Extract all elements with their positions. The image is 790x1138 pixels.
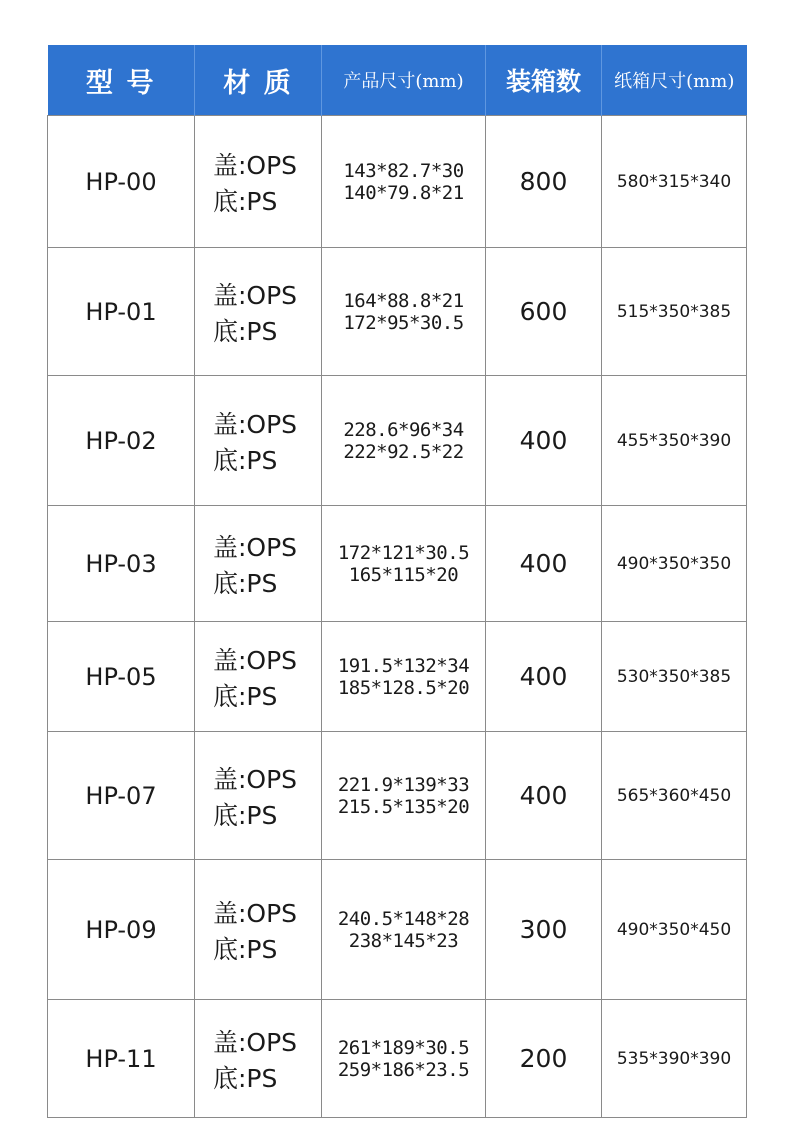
lid-size: 172*121*30.5 (337, 541, 470, 564)
lid-size: 143*82.7*30 (343, 159, 464, 182)
material-cell (195, 622, 322, 732)
table-row (48, 376, 747, 506)
base-size: 165*115*20 (348, 563, 459, 586)
lid-size: 164*88.8*21 (343, 289, 464, 312)
model-cell: HP-09 (48, 860, 195, 1000)
base-material: 底:PS (213, 445, 278, 475)
qty-cell: 600 (486, 248, 602, 376)
lid-material: 盖:OPS (213, 409, 298, 439)
lid-size: 261*189*30.5 (337, 1036, 470, 1059)
table-row (48, 1000, 747, 1118)
material-cell (195, 732, 322, 860)
base-size: 259*186*23.5 (337, 1058, 470, 1081)
base-material: 底:PS (213, 316, 278, 346)
model-cell: HP-11 (48, 1000, 195, 1118)
lid-size: 228.6*96*34 (343, 418, 464, 441)
model-cell: HP-00 (48, 116, 195, 248)
model-cell: HP-02 (48, 376, 195, 506)
model-cell: HP-05 (48, 622, 195, 732)
table-row (48, 860, 747, 1000)
table-row (48, 116, 747, 248)
qty-cell: 400 (486, 622, 602, 732)
base-size: 140*79.8*21 (343, 181, 464, 204)
material-cell (195, 248, 322, 376)
lid-material: 盖:OPS (213, 764, 298, 794)
lid-material: 盖:OPS (213, 532, 298, 562)
table-header-row (48, 45, 747, 116)
lid-material: 盖:OPS (213, 645, 298, 675)
lid-size: 191.5*132*34 (337, 654, 470, 677)
product-size-cell (322, 1000, 486, 1118)
header-carton-size: 纸箱尺寸(mm) (602, 45, 747, 116)
table-row (48, 506, 747, 622)
qty-cell: 200 (486, 1000, 602, 1118)
qty-cell: 800 (486, 116, 602, 248)
product-size-cell (322, 248, 486, 376)
table-row (48, 248, 747, 376)
product-size-cell (322, 622, 486, 732)
base-material: 底:PS (213, 186, 278, 216)
qty-cell: 400 (486, 376, 602, 506)
lid-material: 盖:OPS (213, 898, 298, 928)
base-size: 172*95*30.5 (343, 311, 464, 334)
product-size-cell (322, 506, 486, 622)
carton-size-cell: 530*350*385 (602, 622, 747, 732)
base-material: 底:PS (213, 568, 278, 598)
header-qty-per-carton: 装箱数 (486, 45, 602, 116)
header-material: 材 质 (195, 45, 322, 116)
material-cell (195, 376, 322, 506)
base-size: 215.5*135*20 (337, 795, 470, 818)
product-spec-table (47, 45, 747, 1118)
lid-size: 221.9*139*33 (337, 773, 470, 796)
carton-size-cell: 490*350*450 (602, 860, 747, 1000)
carton-size-cell: 535*390*390 (602, 1000, 747, 1118)
product-size-cell (322, 732, 486, 860)
base-material: 底:PS (213, 934, 278, 964)
material-cell (195, 116, 322, 248)
carton-size-cell: 565*360*450 (602, 732, 747, 860)
lid-material: 盖:OPS (213, 280, 298, 310)
qty-cell: 300 (486, 860, 602, 1000)
carton-size-cell: 455*350*390 (602, 376, 747, 506)
carton-size-cell: 580*315*340 (602, 116, 747, 248)
carton-size-cell: 490*350*350 (602, 506, 747, 622)
base-material: 底:PS (213, 1063, 278, 1093)
base-material: 底:PS (213, 800, 278, 830)
product-size-cell (322, 116, 486, 248)
table-row (48, 622, 747, 732)
material-cell (195, 860, 322, 1000)
lid-material: 盖:OPS (213, 1027, 298, 1057)
product-size-cell (322, 376, 486, 506)
header-model: 型 号 (48, 45, 195, 116)
lid-material: 盖:OPS (213, 150, 298, 180)
model-cell: HP-03 (48, 506, 195, 622)
base-material: 底:PS (213, 681, 278, 711)
material-cell (195, 1000, 322, 1118)
base-size: 238*145*23 (348, 929, 459, 952)
header-product-size: 产品尺寸(mm) (322, 45, 486, 116)
carton-size-cell: 515*350*385 (602, 248, 747, 376)
model-cell: HP-01 (48, 248, 195, 376)
qty-cell: 400 (486, 732, 602, 860)
table-row (48, 732, 747, 860)
model-cell: HP-07 (48, 732, 195, 860)
base-size: 222*92.5*22 (343, 440, 464, 463)
base-size: 185*128.5*20 (337, 676, 470, 699)
lid-size: 240.5*148*28 (337, 907, 470, 930)
qty-cell: 400 (486, 506, 602, 622)
product-size-cell (322, 860, 486, 1000)
material-cell (195, 506, 322, 622)
